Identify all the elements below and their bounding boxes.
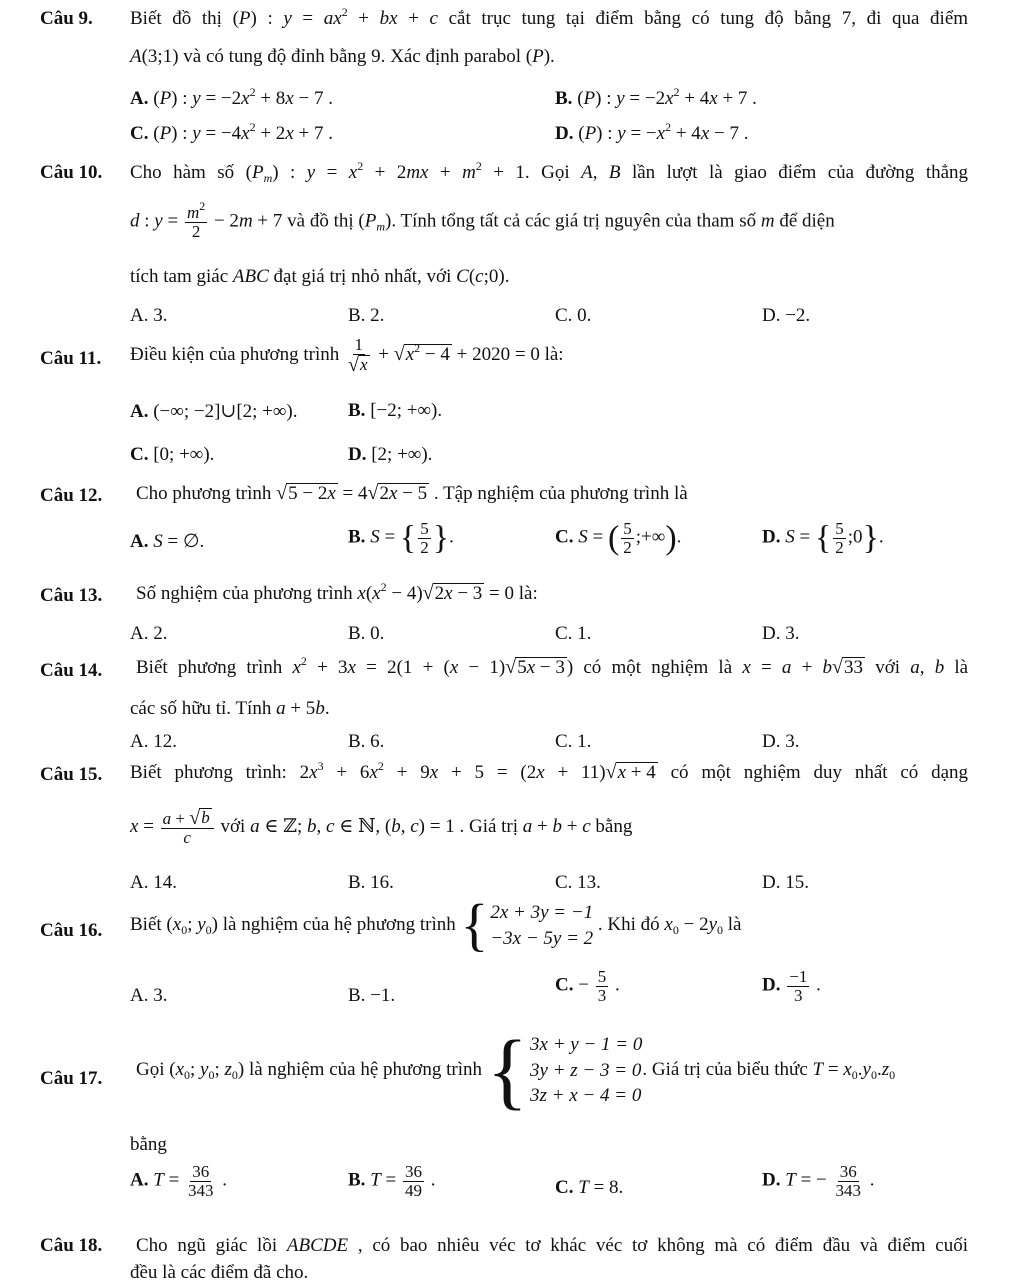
question-stem: Biết ($x_0$; $y_0$) là nghiệm của hệ phương trình { 2x + 3y = −1 −3x − 5y = 2 . Khi đó $x_0 - 2y_0$ là	[130, 892, 742, 958]
option-d[interactable]: D. 15.	[762, 872, 809, 893]
option-a[interactable]: A. 3.	[130, 985, 168, 1006]
option-b[interactable]: B. S = { $\frac{5}{2}$ }.	[348, 519, 454, 557]
option-a[interactable]: A. 14.	[130, 872, 177, 893]
question-stem: Gọi ($x_0$; $y_0$; $z_0$) là nghiệm của hệ phương trình { 3x + y − 1 = 0 3y + z − 3 = 0 3z + x − 4 = 0 . Giá trị của biểu thức $T = x_0.y_0.z_0$	[136, 1022, 896, 1119]
option-a[interactable]: A. S = ∅.	[130, 531, 205, 552]
question-stem: bằng	[130, 1134, 167, 1155]
question-number: Câu 15.	[40, 764, 103, 785]
option-b[interactable]: B. (P) : $y = -2x^2 + 4x + 7$ .	[555, 85, 757, 109]
option-d[interactable]: D. 3.	[762, 623, 800, 644]
option-b[interactable]: B. 0.	[348, 623, 385, 644]
option-c[interactable]: C. (P) : $y = -4x^2 + 2x + 7$ .	[130, 120, 333, 144]
question-stem: Cho hàm số $(P_m)$ : $y = x^2 + 2mx + m^2 + 1$. Gọi A, B lần lượt là giao điểm của đường thẳng	[130, 159, 969, 185]
question-stem: Cho ngũ giác lồi ABCDE , có bao nhiêu véc tơ khác véc tơ không mà có điểm đầu và điểm cuối	[136, 1235, 969, 1256]
question-number: Câu 9.	[40, 8, 93, 29]
option-a[interactable]: A. 12.	[130, 731, 177, 752]
option-c[interactable]: C. [0; +∞).	[130, 444, 215, 465]
option-c[interactable]: C. 13.	[555, 872, 601, 893]
question-stem: A(3;1) và có tung độ đỉnh bằng 9. Xác định parabol (P).	[130, 46, 555, 67]
option-b[interactable]: B. 16.	[348, 872, 394, 893]
option-c[interactable]: C. 1.	[555, 623, 592, 644]
question-number: Câu 14.	[40, 660, 103, 681]
question-stem: Biết đồ thị (P) : $y = ax^2$ + bx + c cắt trục tung tại điểm bằng có tung độ bằng 7, đi qua điểm	[130, 5, 969, 29]
question-stem: Biết phương trình $x^2 + 3x = 2(1 + (x - 1)$ √ 5x − 3 ) có một nghiệm là x = a + b √ 33 với a, b là	[136, 654, 969, 678]
option-a[interactable]: A. 3.	[130, 305, 168, 326]
option-b[interactable]: B. [−2; +∞).	[348, 400, 443, 421]
option-d[interactable]: D. 3.	[762, 731, 800, 752]
option-d[interactable]: D. S = { $\frac{5}{2}$ ;0}.	[762, 519, 884, 557]
option-d[interactable]: D. (P) : $y = -x^2 + 4x - 7$ .	[555, 120, 749, 144]
option-c[interactable]: C. T = 8.	[555, 1177, 624, 1198]
option-b[interactable]: B. 2.	[348, 305, 385, 326]
option-a[interactable]: A. 2.	[130, 623, 168, 644]
question-number: Câu 18.	[40, 1235, 103, 1256]
question-stem: tích tam giác ABC đạt giá trị nhỏ nhất, với C(c;0).	[130, 266, 510, 287]
option-d[interactable]: D. $\frac{-1}{3}$ .	[762, 967, 821, 1005]
option-c[interactable]: C. − $\frac{5}{3}$ .	[555, 967, 620, 1005]
question-number: Câu 10.	[40, 162, 103, 183]
question-stem: Số nghiệm của phương trình $x(x^2 - 4)$ √ 2x − 3 = 0 là:	[136, 580, 538, 604]
option-d[interactable]: D. [2; +∞).	[348, 444, 433, 465]
question-stem: Biết phương trình: $2x^3 + 6x^2 + 9x + 5 = (2x + 11)$ √ x + 4 có một nghiệm duy nhất có dạng	[130, 759, 969, 783]
question-stem: Điều kiện của phương trình 1 √ x + √ $x^2 - 4$ + 2020 = 0 là:	[130, 335, 564, 376]
question-stem: x = a + √ b c với a ∈ ℤ; b, c ∈ ℕ, (b, c) = 1 . Giá trị a + b + c bằng	[130, 807, 633, 847]
option-a[interactable]: A. T = $\frac{36}{343}$ .	[130, 1162, 228, 1200]
question-number: Câu 17.	[40, 1068, 103, 1089]
option-c[interactable]: C. 0.	[555, 305, 592, 326]
option-d[interactable]: D. −2.	[762, 305, 811, 326]
question-number: Câu 11.	[40, 348, 102, 369]
question-number: Câu 12.	[40, 485, 103, 506]
question-stem: đều là các điểm đã cho.	[130, 1262, 309, 1283]
question-stem: d : y = $\frac{m^2}{2}$ − 2m + 7 và đồ thị $(P_m)$. Tính tổng tất cả các giá trị nguyên của tham số m để diện	[130, 199, 835, 241]
option-d[interactable]: D. T = − $\frac{36}{343}$ .	[762, 1162, 875, 1200]
option-a[interactable]: A. (−∞; −2]∪[2; +∞).	[130, 401, 298, 422]
option-b[interactable]: B. 6.	[348, 731, 385, 752]
question-number: Câu 13.	[40, 585, 103, 606]
option-b[interactable]: B. T = $\frac{36}{49}$ .	[348, 1162, 436, 1200]
question-number: Câu 16.	[40, 920, 103, 941]
option-c[interactable]: C. 1.	[555, 731, 592, 752]
question-stem: các số hữu tỉ. Tính a + 5b.	[130, 698, 330, 719]
option-b[interactable]: B. −1.	[348, 985, 396, 1006]
question-stem: Cho phương trình √ 5 − 2x = 4 √ 2x − 5 . Tập nghiệm của phương trình là	[136, 482, 688, 504]
option-a[interactable]: A. (P) : $y = -2x^2 + 8x - 7$ .	[130, 85, 333, 109]
option-c[interactable]: C. S = ( $\frac{5}{2}$ ;+∞).	[555, 519, 682, 557]
